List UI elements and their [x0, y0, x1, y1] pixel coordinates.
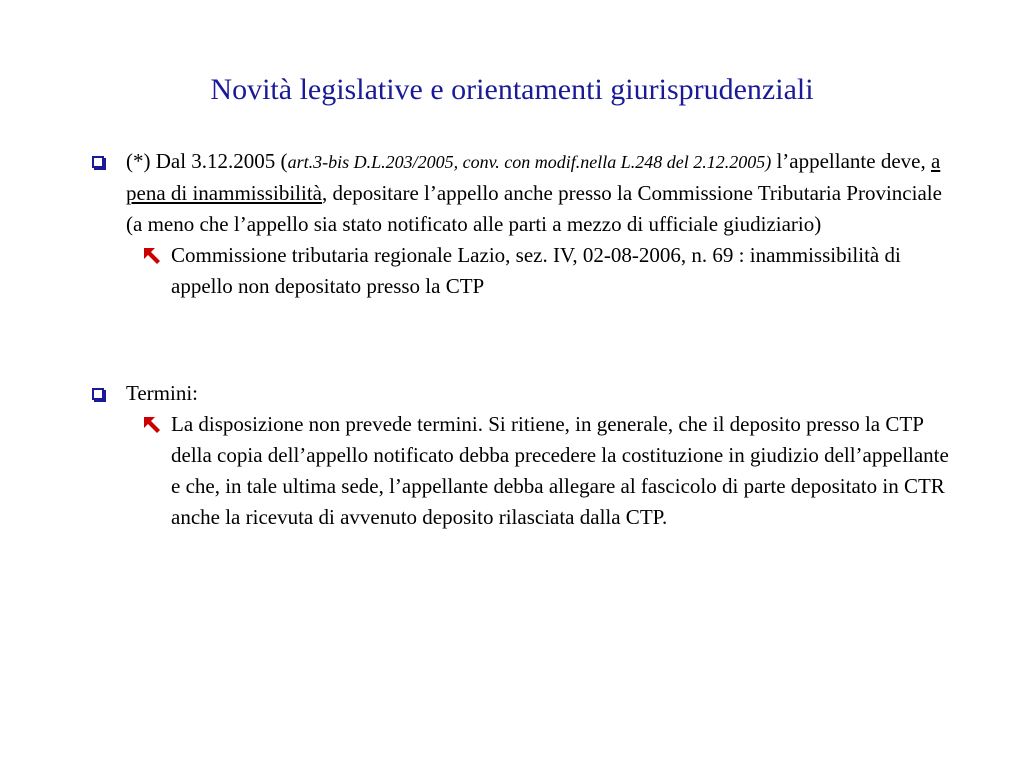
- sub-bullet-text: Commissione tributaria regionale Lazio, sez. IV, 02-08-2006, n. 69 : inammissibilità di appello non depositato presso la CTP: [171, 243, 901, 298]
- underlined-phrase: a pena di inammissibilità: [126, 149, 941, 205]
- slide-title: Novità legislative e orientamenti giurisprudenziali: [210, 73, 814, 106]
- sub-bullet-item: [137, 409, 952, 533]
- bullet-item-2: [92, 378, 952, 533]
- sub-bullet-text: La disposizione non prevede termini. Si ritiene, in generale, che il deposito presso la CTP della copia dell’appello notificato debba precedere la costituzione in giudizio dell’appellante e che, in tale ultima sede, l’appellante debba allegare al fascicolo di parte depositato in CTR anche la ricevuta di avvenuto deposito rilasciata dalla CTP.: [171, 412, 949, 529]
- bullet-prefix: (*) Dal 3.12.2005 (: [126, 149, 288, 173]
- bullet-text: [92, 378, 952, 409]
- bullet-text-after: , depositare l’appello anche presso la Commissione Tributaria Provinciale (a meno che l’appello sia stato notificato alle parti a mezzo di ufficiale giudiziario): [126, 181, 942, 236]
- sub-bullet-item: [137, 240, 952, 302]
- bullet-text: [92, 146, 952, 240]
- arrow-up-left-bullet-icon: [143, 416, 161, 434]
- legal-reference: art.3-bis D.L.203/2005, conv. con modif.nella L.248 del 2.12.2005): [287, 152, 772, 172]
- hollow-square-bullet-icon: [92, 156, 104, 168]
- arrow-up-left-bullet-icon: [143, 247, 161, 265]
- hollow-square-bullet-icon: [92, 388, 104, 400]
- bullet-item-1: [92, 146, 952, 302]
- bullet-heading: Termini:: [126, 381, 199, 405]
- bullet-text-before: l’appellante deve,: [776, 149, 931, 173]
